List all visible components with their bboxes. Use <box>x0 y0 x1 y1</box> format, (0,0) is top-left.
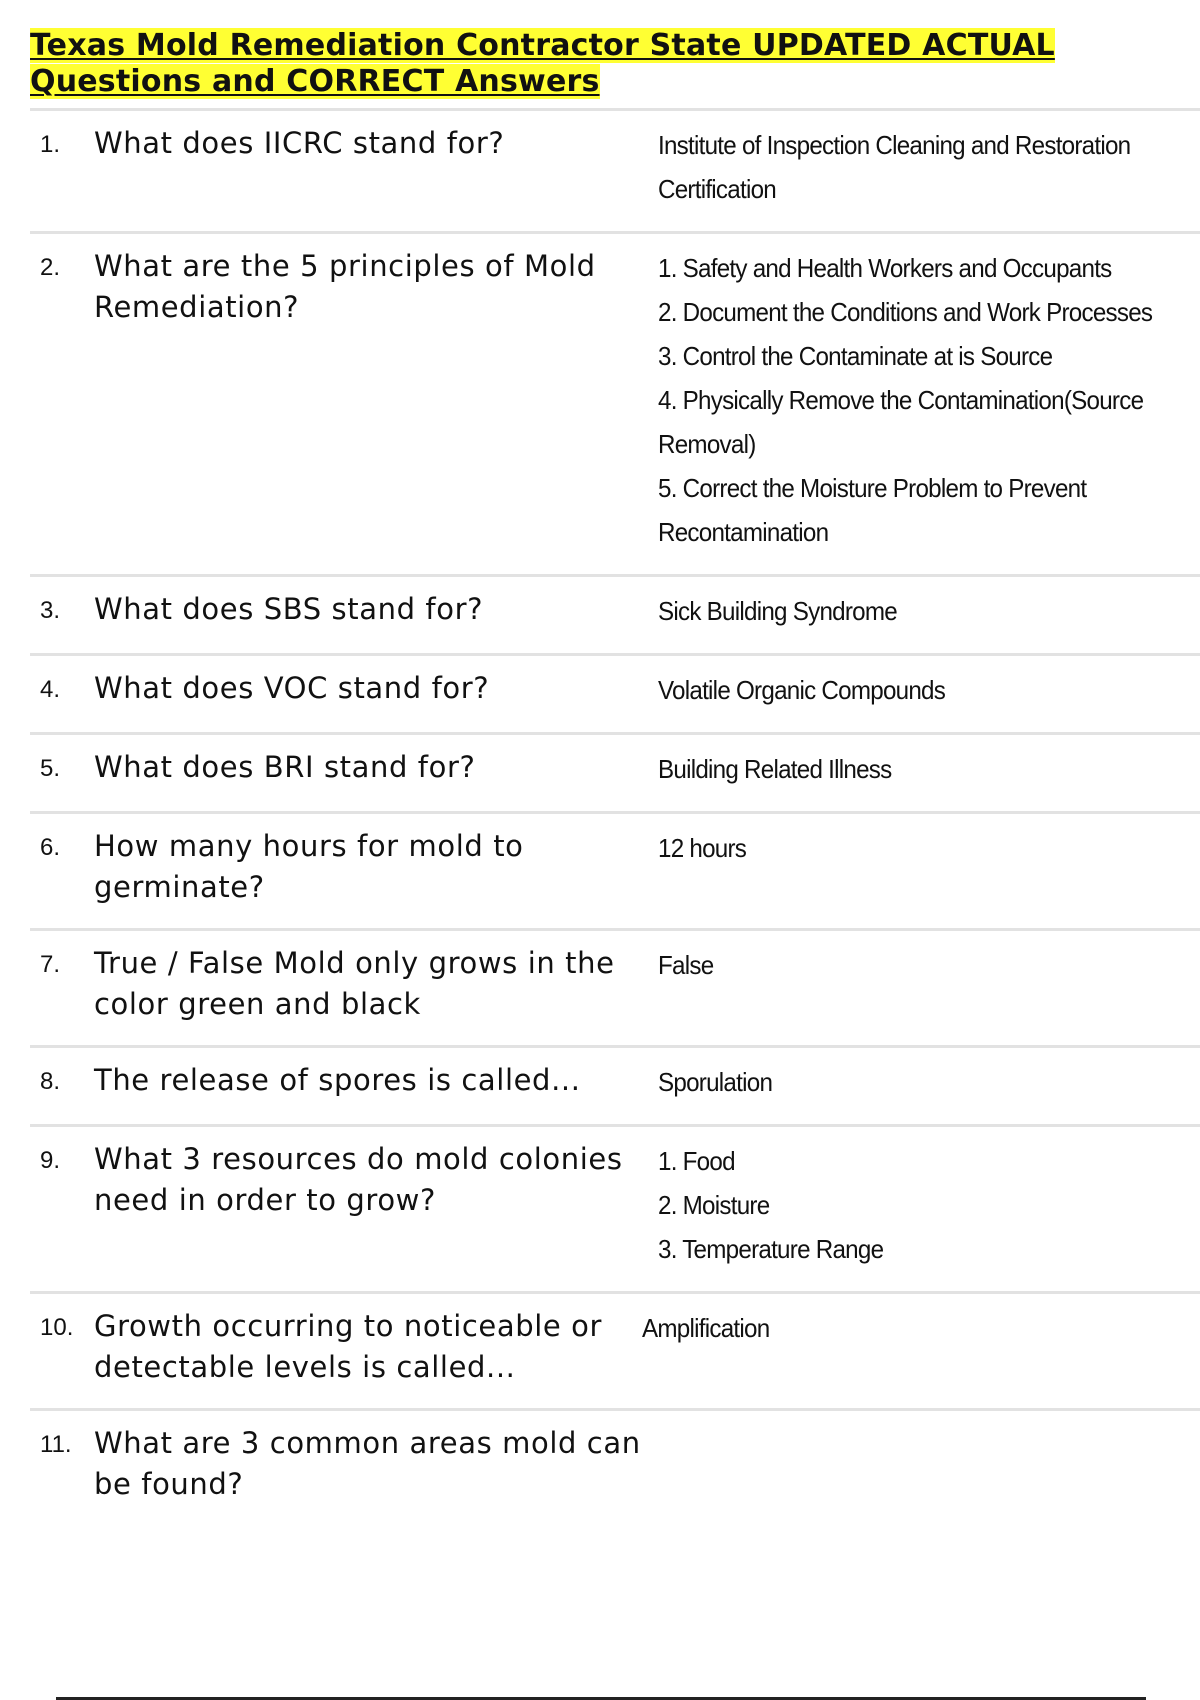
answer-text <box>658 668 1162 712</box>
answer-line: Sporulation <box>658 1067 773 1097</box>
answer-line: 1. Safety and Health Workers and Occupants <box>658 253 1112 283</box>
qa-item-2 <box>30 234 1200 577</box>
qa-item-11 <box>30 1411 1200 1525</box>
qa-item-9 <box>30 1127 1200 1294</box>
answer-text <box>658 123 1162 211</box>
question-number: 11. <box>40 1431 72 1458</box>
question-number: 8. <box>40 1068 61 1095</box>
qa-item-10 <box>30 1294 1200 1411</box>
question-number: 1. <box>40 131 61 158</box>
question-text: Growth occurring to noticeable or detectable levels is called... <box>94 1309 603 1384</box>
qa-list <box>30 108 1200 1525</box>
answer-line: 1. Food <box>658 1146 735 1176</box>
answer-line: 2. Document the Conditions and Work Processes <box>658 297 1153 327</box>
question-text: What does VOC stand for? <box>94 671 490 705</box>
question-number: 6. <box>40 834 61 861</box>
question-text: What are the 5 principles of Mold Remediation? <box>94 249 596 324</box>
qa-item-6 <box>30 814 1200 931</box>
qa-item-7 <box>30 931 1200 1048</box>
question-text: How many hours for mold to germinate? <box>94 829 524 904</box>
qa-item-8 <box>30 1048 1200 1127</box>
question-number: 3. <box>40 597 61 624</box>
answer-line: Volatile Organic Compounds <box>658 675 946 705</box>
answer-line: 3. Temperature Range <box>658 1234 884 1264</box>
answer-text <box>658 747 1162 791</box>
question-number: 9. <box>40 1147 61 1174</box>
document-page <box>30 28 1200 1525</box>
question-number: 5. <box>40 755 61 782</box>
question-number: 4. <box>40 676 61 703</box>
answer-line: Building Related Illness <box>658 754 892 784</box>
answer-line: 2. Moisture <box>658 1190 770 1220</box>
qa-item-3 <box>30 577 1200 656</box>
answer-text <box>658 1060 1162 1104</box>
question-text: What 3 resources do mold colonies need in order to grow? <box>94 1142 623 1217</box>
qa-item-1 <box>30 111 1200 234</box>
answer-text <box>658 1423 1162 1505</box>
answer-text <box>642 1306 1161 1388</box>
question-number: 2. <box>40 254 61 281</box>
qa-item-5 <box>30 735 1200 814</box>
answer-line: Sick Building Syndrome <box>658 596 897 626</box>
answer-text <box>658 246 1162 554</box>
question-text: What are 3 common areas mold can be found? <box>94 1426 641 1501</box>
qa-item-4 <box>30 656 1200 735</box>
answer-text <box>658 943 1162 1025</box>
answer-line: 3. Control the Contaminate at is Source <box>658 341 1053 371</box>
answer-line: Amplification <box>642 1313 770 1343</box>
question-text: What does IICRC stand for? <box>94 126 505 160</box>
answer-text <box>658 1139 1162 1271</box>
question-text: What does BRI stand for? <box>94 750 476 784</box>
answer-line: Institute of Inspection Cleaning and Restoration Certification <box>658 130 1131 204</box>
answer-text <box>658 826 1162 908</box>
answer-line: False <box>658 950 714 980</box>
document-title-text: Texas Mold Remediation Contractor State UPDATED ACTUAL Questions and CORRECT Answers <box>30 28 1055 99</box>
document-title <box>30 28 1200 100</box>
answer-line: 5. Correct the Moisture Problem to Prevent Recontamination <box>658 473 1087 547</box>
answer-line: 12 hours <box>658 833 747 863</box>
answer-line: 4. Physically Remove the Contamination(Source Removal) <box>658 385 1144 459</box>
question-number: 7. <box>40 951 61 978</box>
question-number: 10. <box>40 1314 74 1341</box>
answer-text <box>658 589 1162 633</box>
question-text: The release of spores is called... <box>94 1063 581 1097</box>
question-text: True / False Mold only grows in the color green and black <box>94 946 615 1021</box>
question-text: What does SBS stand for? <box>94 592 484 626</box>
